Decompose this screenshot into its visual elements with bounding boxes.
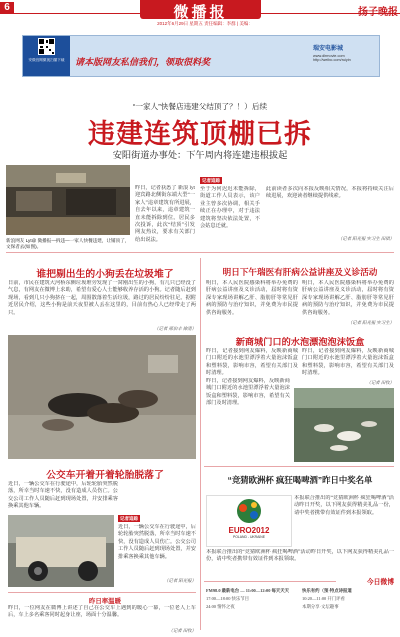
- today-item: FM98.0 最新电台 — 11:00—12:00 每天天天: [206, 588, 290, 593]
- euro-logo-sub: POLAND - UKRAINE: [232, 535, 266, 539]
- article-euro-body: 本报联合推出的“竞猜欧洲杯 疯狂喝啤酒”活动昨日开奖，以下网友获得精美礼品一份，请中奖者携带有效证件到本报领取。: [294, 495, 394, 516]
- date-line: 2012年6月29日 星期五 责任编辑：李群 | 美编：: [157, 21, 253, 26]
- qr-code: [38, 38, 55, 55]
- bus-tag: 记者追踪: [120, 516, 138, 521]
- today-right-item: 10:20—11:00 开门评看: [302, 596, 345, 602]
- today-right-title: 快乐有约（预·特点诗报道: [302, 588, 352, 593]
- ad-banner[interactable]: [22, 35, 380, 77]
- article-puppies-title: 谁把剔出生的小狗丢在垃圾堆了: [36, 269, 174, 280]
- euro-logo-text: EURO2012: [228, 526, 270, 535]
- qr-caption: 安微官网微视扫描下载: [28, 58, 65, 62]
- today-right-item: 本期分享·文坛趣事: [302, 604, 339, 610]
- section-title: 微播报: [173, 4, 228, 21]
- ad-headline: 请本版网友私信我们，领取很料奖: [75, 57, 211, 67]
- cinema-name: 瑞安电影城: [313, 46, 344, 52]
- lead-photo-caption: 新浪网友 Lyt@ 微播报—拆违—一家人快餐违建，让铺顶了，文保者去(如图)。: [6, 238, 130, 249]
- lead-col-1: 昨日，记者获悉了 新浪 lyt 迎宾路北侧街东端大型“一家人”违章建筑有所进展，自去年以来，违章建筑一直未能拆除到位。居民多次投诉，此次“结顶”引发网友热议，要求有关部门给出说法。: [135, 185, 195, 243]
- article-puppies-body: 日前，市民在建筑大河桥东侧垃圾堆旁发现了一窝刚出生的小狗，有几只已经没了气息，有网友在微博上求助，希望有爱心人士能够收养存活的小狗。记者随后赶到现场，看到几只小狗挤在一起，周围散落着生活垃圾，路过的居民纷纷驻足。据附近居民介绍，这些小狗是前天夜里被人丢在这里的，目前有热心人已经带走了两只。: [8, 280, 196, 316]
- article-foam-body: 昨日，记者接到网友爆料，反映新商城门口附近的水池里漂浮着大量泡沫饭盒和塑料袋，影响市容，希望有关部门及时清理。: [206, 348, 298, 376]
- article-foam-title: 新商城门口的水泡漂泡泡沫饭盒: [235, 337, 365, 347]
- article-euro-title: “竞猜欧洲杯 疯狂喝啤酒”昨日中奖名单: [227, 475, 373, 485]
- today-list: [206, 588, 298, 611]
- lead-photo: [6, 165, 130, 235]
- today-item: 17:00—18:00 快乐节目: [206, 596, 250, 602]
- column-divider: [200, 258, 201, 630]
- article-bus-body-2: 近日，一辆公交车在行驶途中，后轮轮胎突然脱落，所幸当时车速不快，没有造成人员伤亡。公交公司工作人员随后赶到现场处置，并安排乘客换乘其他车辆。: [118, 524, 196, 560]
- lead-title: 违建连筑顶棚已拆: [88, 119, 312, 149]
- article-bus-title: 公交车开着开着轮胎脱落了: [46, 470, 164, 481]
- divider-lead: [6, 252, 394, 253]
- article-warm-byline: （记者 田牧）: [168, 628, 196, 633]
- article-warm-title: 昨日率温暖: [89, 598, 121, 605]
- lead-col-3: 至于为何迟迟未能拆除，街道工作人员表示，该户业主曾多次协调，相关手续正在办理中，对于违法建筑将坚决依法处置，不会姑息迁就。: [200, 186, 260, 230]
- article-liver-body: 明日，本人民医院感染科将举办免费的肝病公益讲座及义诊活动，届时将有资深专家现场讲解乙肝、脂肪肝等常见肝病的预防与治疗知识，并免费为市民提供咨询服务。: [206, 280, 298, 316]
- qr-panel: [23, 36, 70, 76]
- article-puppies-byline: （记者 邢伯丰 徐清）: [154, 326, 196, 331]
- today-item: 24:00 情怀之夜: [206, 604, 235, 610]
- article-foam-body-3: 昨日，记者接到网友爆料，反映新商城门口附近的水池里漂浮着大量泡沫饭盒和塑料袋，影响市容，希望有关部门及时清理。: [206, 378, 290, 407]
- euro-logo: [206, 495, 292, 547]
- page-number: 6: [0, 2, 14, 14]
- article-liver-body-2: 明日，本人民医院感染科将举办免费的肝病公益讲座及义诊活动，届时将有资深专家现场讲解乙肝、脂肪肝等常见肝病的预防与治疗知识，并免费为市民提供咨询服务。: [302, 280, 394, 316]
- article-liver-title: 明日下午瑞医有肝病公益讲座及义诊活动: [222, 267, 378, 277]
- article-bus-body: 近日，一辆公交车在行驶途中，后轮轮胎突然脱落，所幸当时车速不快，没有造成人员伤亡。公交公司工作人员随后赶到现场处置，并安排乘客换乘其他车辆。: [8, 481, 118, 510]
- lead-subtitle: 安阳街道办事处：下午周内将连建违根拔起: [112, 150, 288, 160]
- today-right: [302, 588, 394, 611]
- foam-photo: [294, 388, 394, 462]
- article-euro-body-2: 本报联合推出的“竞猜欧洲杯 疯狂喝啤酒”活动昨日开奖，以下网友获得精美礼品一份，请中奖者携带有效证件到本报领取。: [206, 549, 394, 563]
- lead-col-4: 此前读者多次向本报反映相关情况，本报将持续关注后续进展，欢迎读者继续提供线索。: [266, 186, 394, 200]
- puppies-photo: [8, 335, 196, 459]
- lead-kicker: “一家人”快餐店违建父结顶了？！）后续: [132, 102, 268, 111]
- article-foam-byline: （记者 田牧）: [366, 380, 394, 385]
- lead-tag: 记者追踪: [202, 178, 220, 183]
- euro-ball-icon: [207, 496, 291, 526]
- article-bus-byline: （记者 阳光报）: [164, 578, 196, 583]
- brand-logo: 扬子晚报: [358, 7, 398, 18]
- lead-byline: （记者 阳光报 实习生 田琪）: [338, 236, 394, 241]
- page-header: [0, 0, 400, 34]
- today-title: 今日微博: [336, 576, 394, 586]
- divider-right-mid: [204, 466, 394, 467]
- article-liver-byline: （记者 阳光报 实习生）: [347, 320, 394, 325]
- article-foam-body-2: 昨日，记者接到网友爆料，反映新商城门口附近的水池里漂浮着大量泡沫饭盒和塑料袋，影响市容，希望有关部门及时清理。: [302, 348, 394, 377]
- divider-bottom-left: [8, 592, 196, 593]
- bus-photo: [8, 515, 114, 587]
- cinema-url: http://weibo.com/ruiyin: [313, 58, 351, 62]
- cinema-logo: [313, 43, 375, 62]
- cinema-site: www.dlrmovie.com: [313, 54, 345, 58]
- article-warm-body: 昨日，一位网友在微博上讲述了自己在公交车上遇到的暖心一幕，一位老人上车后，车上多名乘客同时起身让座，场面十分温馨。: [8, 605, 196, 619]
